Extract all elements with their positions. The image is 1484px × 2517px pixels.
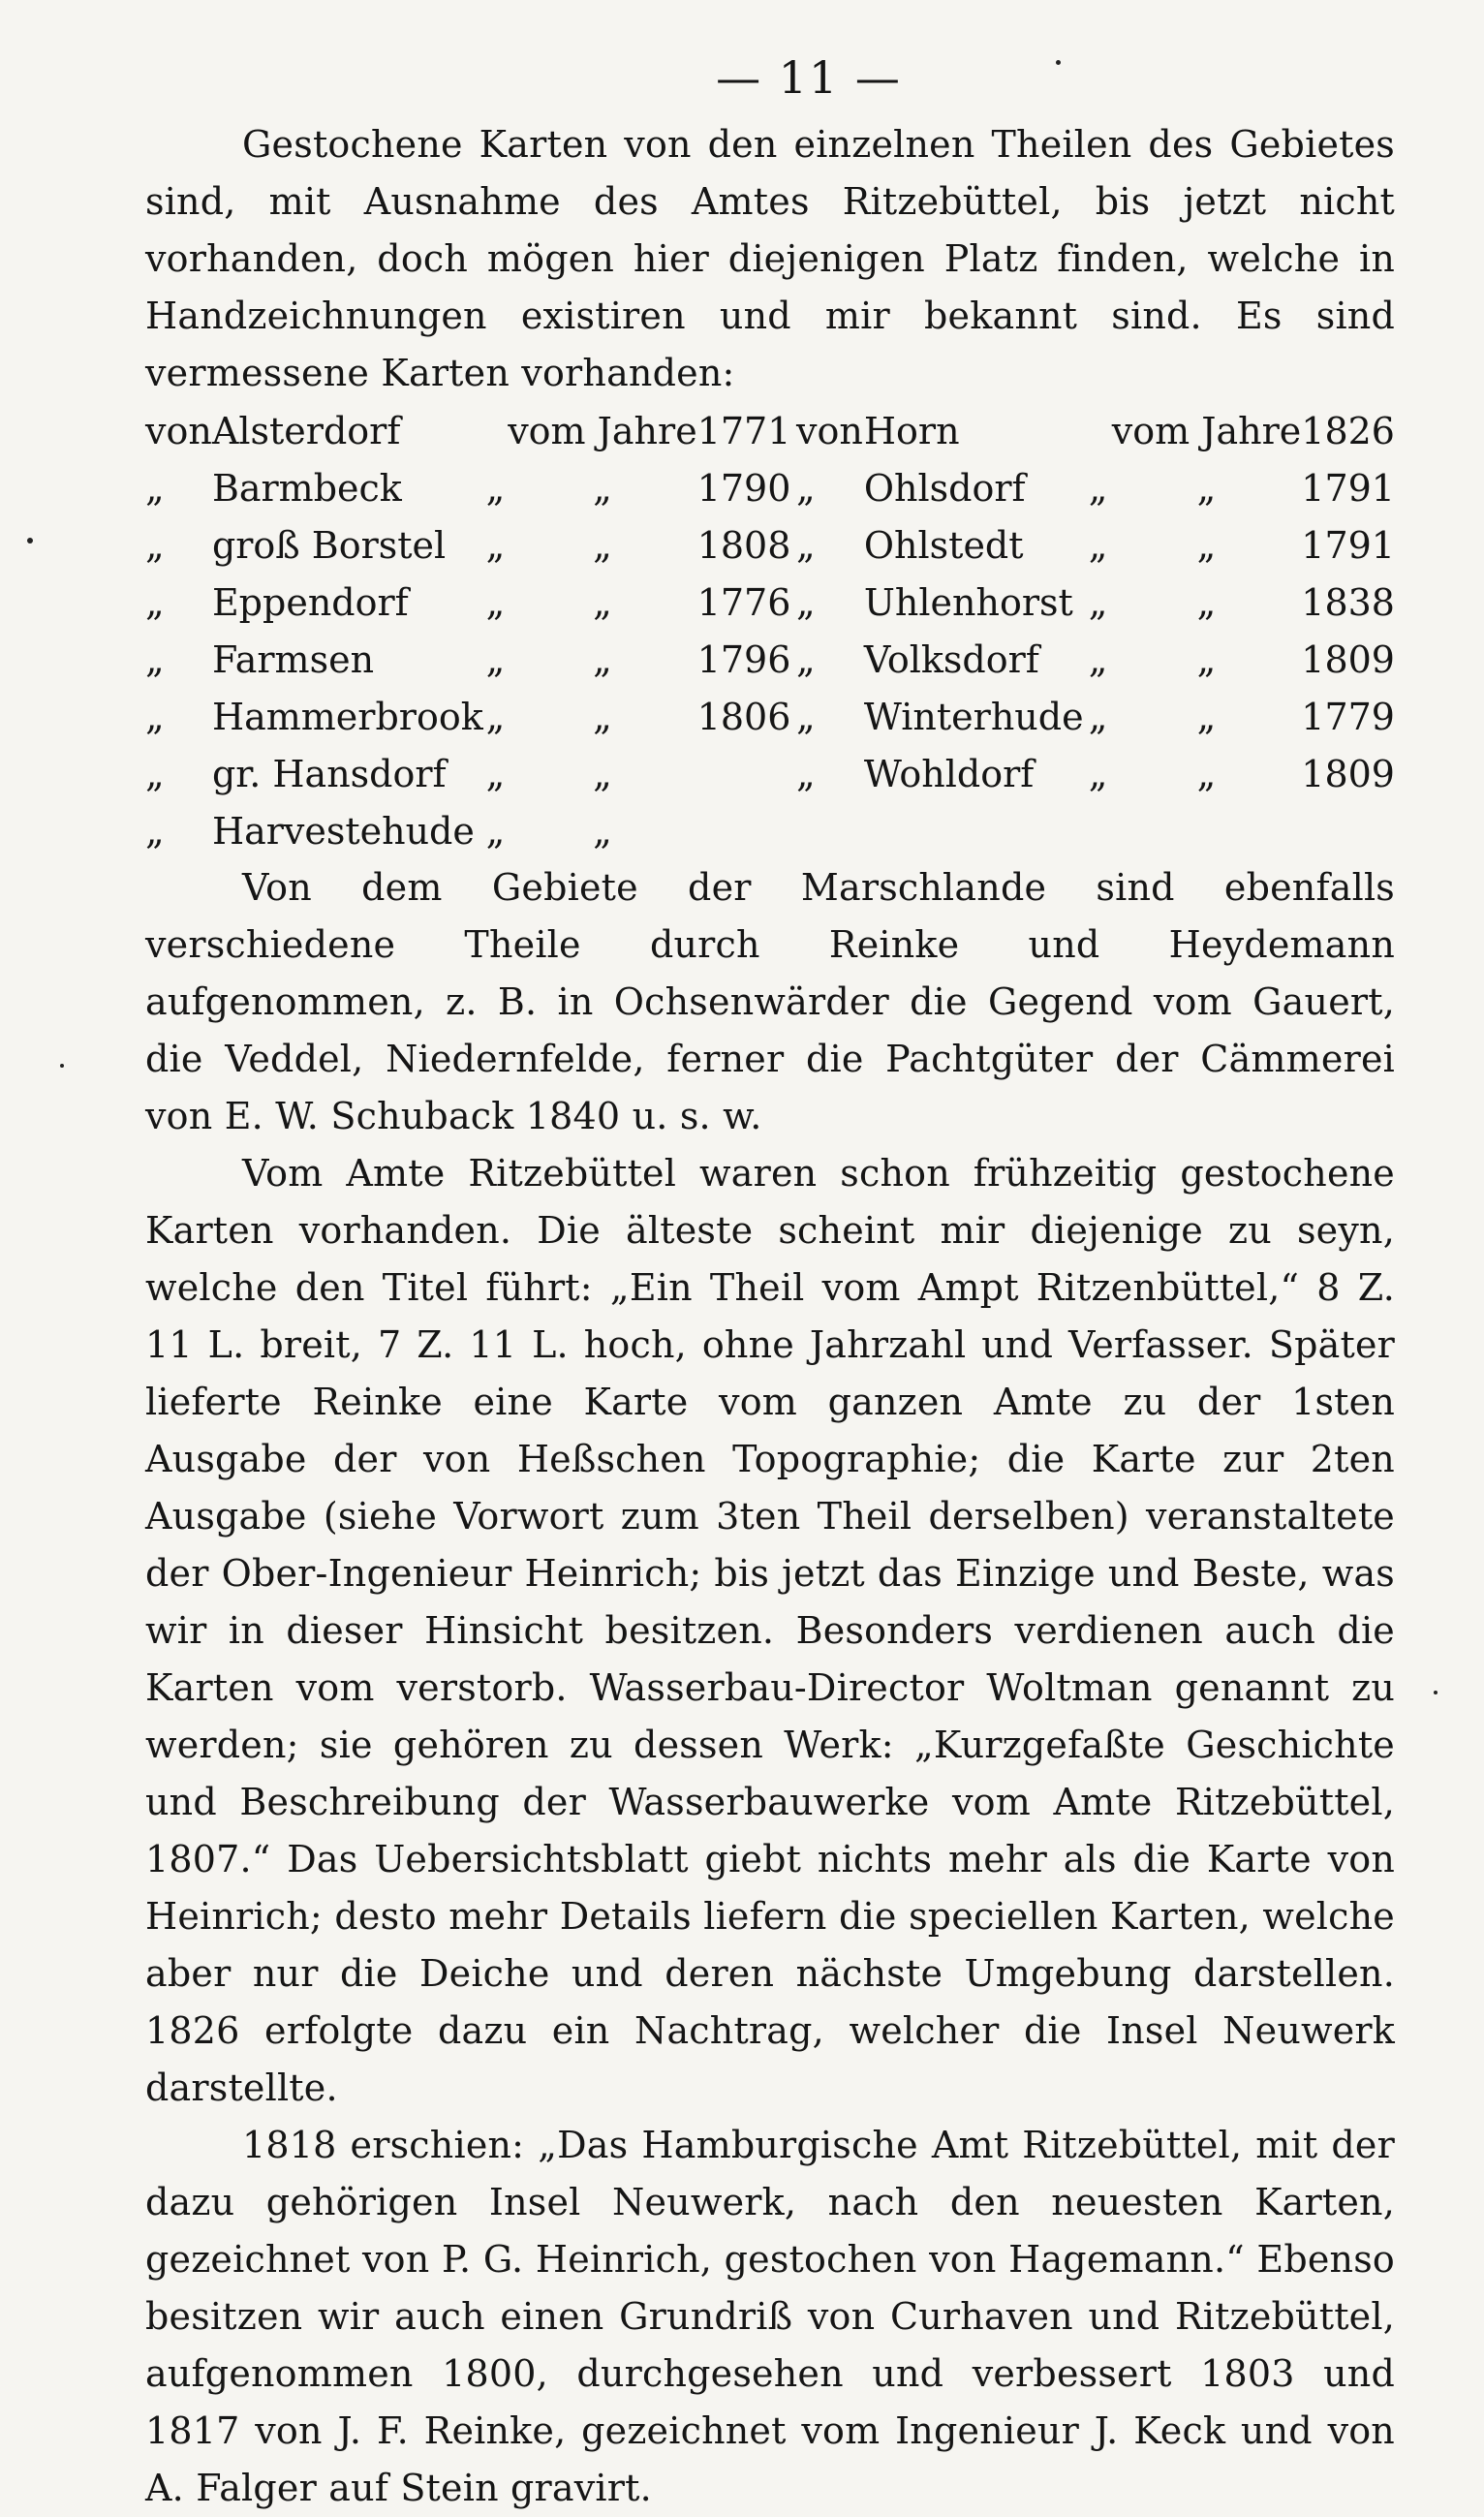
map-cell-prefix2: „ — [796, 523, 816, 567]
map-cell-prefix2: „ — [796, 752, 816, 795]
print-speck — [60, 1064, 64, 1068]
map-cell-place2: Winterhude — [863, 695, 1084, 738]
map-table-row — [145, 402, 1395, 459]
map-cell-d1 — [483, 402, 508, 459]
map-cell-d4: „ — [1196, 695, 1217, 738]
map-cell-place: Eppendorf — [211, 580, 409, 624]
map-cell-prefix2 — [796, 802, 864, 859]
map-cell-year — [697, 745, 796, 802]
map-cell-d4 — [1112, 802, 1302, 859]
map-cell-prefix: „ — [145, 695, 165, 738]
paragraph-engraved-maps: Gestochene Karten von den einzelnen Theilen des Gebietes sind, mit Ausnahme des Amtes Ritzebüttel, bis jetzt nicht vorhanden, doch mögen hier diejenigen Platz finden, welche in Handzeichnungen existiren und mir bekannt sind. Es sind vermessene Karten vorhanden: — [145, 123, 1395, 394]
map-cell-d2: vom Jahre — [508, 409, 697, 452]
map-cell-place2: Wohldorf — [863, 752, 1035, 795]
map-cell-place2: Ohlstedt — [863, 523, 1024, 567]
map-cell-d4: „ — [1196, 752, 1217, 795]
map-cell-d2: „ — [593, 752, 612, 795]
map-cell-year2: 1809 — [1301, 752, 1395, 795]
map-cell-year2: 1826 — [1301, 409, 1395, 452]
map-cell-year2: 1838 — [1301, 580, 1395, 624]
map-table-row — [145, 459, 1395, 516]
map-cell-d4: „ — [1196, 637, 1217, 681]
map-cell-place: Farmsen — [211, 637, 375, 681]
map-cell-place: Alsterdorf — [211, 409, 401, 452]
map-table-row — [145, 802, 1395, 859]
map-cell-place2: Horn — [863, 409, 960, 452]
map-table-row — [145, 745, 1395, 802]
print-speck — [1434, 1691, 1438, 1694]
map-cell-prefix: „ — [145, 580, 165, 624]
map-cell-place: gr. Hansdorf — [211, 752, 447, 795]
map-cell-prefix: „ — [145, 523, 165, 567]
map-table-row — [145, 516, 1395, 574]
map-cell-year2 — [1301, 802, 1395, 859]
map-cell-prefix: „ — [145, 466, 165, 510]
map-cell-d1: „ — [485, 466, 506, 510]
map-cell-d1: „ — [485, 695, 506, 738]
map-cell-year — [697, 802, 796, 859]
map-cell-d1: „ — [485, 580, 506, 624]
map-cell-place: Harvestehude — [211, 809, 475, 853]
paragraph-1818: 1818 erschien: „Das Hamburgische Amt Ritzebüttel, mit der dazu gehörigen Insel Neuwerk, nach den neuesten Karten, gezeichnet von P. G. Heinrich, gestochen von Hagemann.“ Ebenso besitzen wir auch einen Grundriß von Curhaven und Ritzebüttel, aufgenommen 1800, durchgesehen und verbessert 1803 und 1817 von J. F. Reinke, gezeichnet vom Ingenieur J. Keck und von A. Falger auf Stein gravirt. — [145, 2124, 1395, 2509]
map-cell-d3 — [1084, 802, 1111, 859]
map-cell-year: 1808 — [696, 523, 791, 567]
map-cell-d4: vom Jahre — [1111, 409, 1302, 452]
map-cell-year: 1771 — [696, 409, 791, 452]
map-cell-year2: 1791 — [1301, 466, 1395, 510]
map-cell-d1: „ — [485, 809, 506, 853]
page-number: — 11 — — [716, 51, 902, 104]
map-table-row — [145, 631, 1395, 688]
map-cell-d3: „ — [1088, 752, 1108, 795]
print-speck — [1056, 60, 1061, 65]
map-cell-year: 1796 — [696, 637, 791, 681]
map-cell-d1: „ — [485, 752, 506, 795]
map-table-row — [145, 574, 1395, 631]
map-cell-d2: „ — [593, 580, 612, 624]
map-cell-prefix2: „ — [796, 637, 816, 681]
map-cell-d3: „ — [1088, 695, 1108, 738]
map-cell-year: 1790 — [696, 466, 791, 510]
map-cell-prefix: von — [145, 409, 212, 452]
map-cell-prefix2: „ — [796, 466, 816, 510]
map-cell-year2: 1791 — [1301, 523, 1395, 567]
map-cell-place: Hammerbrook — [211, 695, 483, 738]
map-cell-d3: „ — [1088, 637, 1108, 681]
paragraph-marschlande: Von dem Gebiete der Marschlande sind ebenfalls verschiedene Theile durch Reinke und Heydemann aufgenommen, z. B. in Ochsenwärder die Gegend vom Gauert, die Veddel, Niedernfelde, ferner die Pachtgüter der Cämmerei von E. W. Schuback 1840 u. s. w. — [145, 866, 1395, 1137]
map-cell-prefix2: „ — [796, 580, 816, 624]
map-cell-place2 — [864, 802, 1085, 859]
map-cell-prefix: „ — [145, 752, 165, 795]
map-cell-d2: „ — [593, 523, 612, 567]
map-cell-d2: „ — [593, 695, 612, 738]
map-cell-d2: „ — [593, 809, 612, 853]
map-cell-prefix2: „ — [796, 695, 816, 738]
print-speck — [27, 538, 33, 544]
map-cell-place2: Volksdorf — [863, 637, 1039, 681]
map-cell-prefix: „ — [145, 637, 165, 681]
map-cell-d4: „ — [1196, 523, 1217, 567]
map-cell-d4: „ — [1196, 466, 1217, 510]
map-cell-year2: 1809 — [1301, 637, 1395, 681]
map-cell-d2: „ — [593, 637, 612, 681]
map-cell-d1: „ — [485, 637, 506, 681]
map-cell-d3: „ — [1088, 523, 1108, 567]
map-cell-prefix2: von — [796, 409, 863, 452]
map-cell-d4: „ — [1196, 580, 1217, 624]
surveyed-maps-table — [145, 402, 1395, 859]
map-cell-year2: 1779 — [1301, 695, 1395, 738]
map-cell-d2: „ — [593, 466, 612, 510]
map-cell-d3 — [1084, 402, 1111, 459]
map-cell-place2: Uhlenhorst — [863, 580, 1073, 624]
map-table-row — [145, 688, 1395, 745]
map-cell-place: groß Borstel — [211, 523, 447, 567]
map-cell-place2: Ohlsdorf — [863, 466, 1026, 510]
map-cell-year: 1776 — [696, 580, 791, 624]
map-cell-prefix: „ — [145, 809, 165, 853]
map-cell-d3: „ — [1088, 466, 1108, 510]
map-cell-d3: „ — [1088, 580, 1108, 624]
map-cell-place: Barmbeck — [211, 466, 402, 510]
map-cell-d1: „ — [485, 523, 506, 567]
paragraph-ritzebuettel: Vom Amte Ritzebüttel waren schon frühzeitig gestochene Karten vorhanden. Die älteste scheint mir diejenige zu seyn, welche den Titel führt: „Ein Theil vom Ampt Ritzenbüttel,“ 8 Z. 11 L. breit, 7 Z. 11 L. hoch, ohne Jahrzahl und Verfasser. Später lieferte Reinke eine Karte vom ganzen Amte zu der 1sten Ausgabe der von Heßschen Topographie; die Karte zur 2ten Ausgabe (siehe Vorwort zum 3ten Theil derselben) veranstaltete der Ober-Ingenieur Heinrich; bis jetzt das Einzige und Beste, was wir in dieser Hinsicht besitzen. Besonders verdienen auch die Karten vom verstorb. Wasserbau-Director Woltman genannt zu werden; sie gehören zu dessen Werk: „Kurzgefaßte Geschichte und Beschreibung der Wasserbauwerke vom Amte Ritzebüttel, 1807.“ Das Uebersichtsblatt giebt nichts mehr als die Karte von Heinrich; desto mehr Details liefern die speciellen Karten, welche aber nur die Deiche und deren nächste Umgebung darstellen. 1826 erfolgte dazu ein Nachtrag, welcher die Insel Neuwerk darstellte. — [145, 1152, 1395, 2109]
book-page — [145, 39, 1395, 2517]
map-cell-year: 1806 — [696, 695, 791, 738]
